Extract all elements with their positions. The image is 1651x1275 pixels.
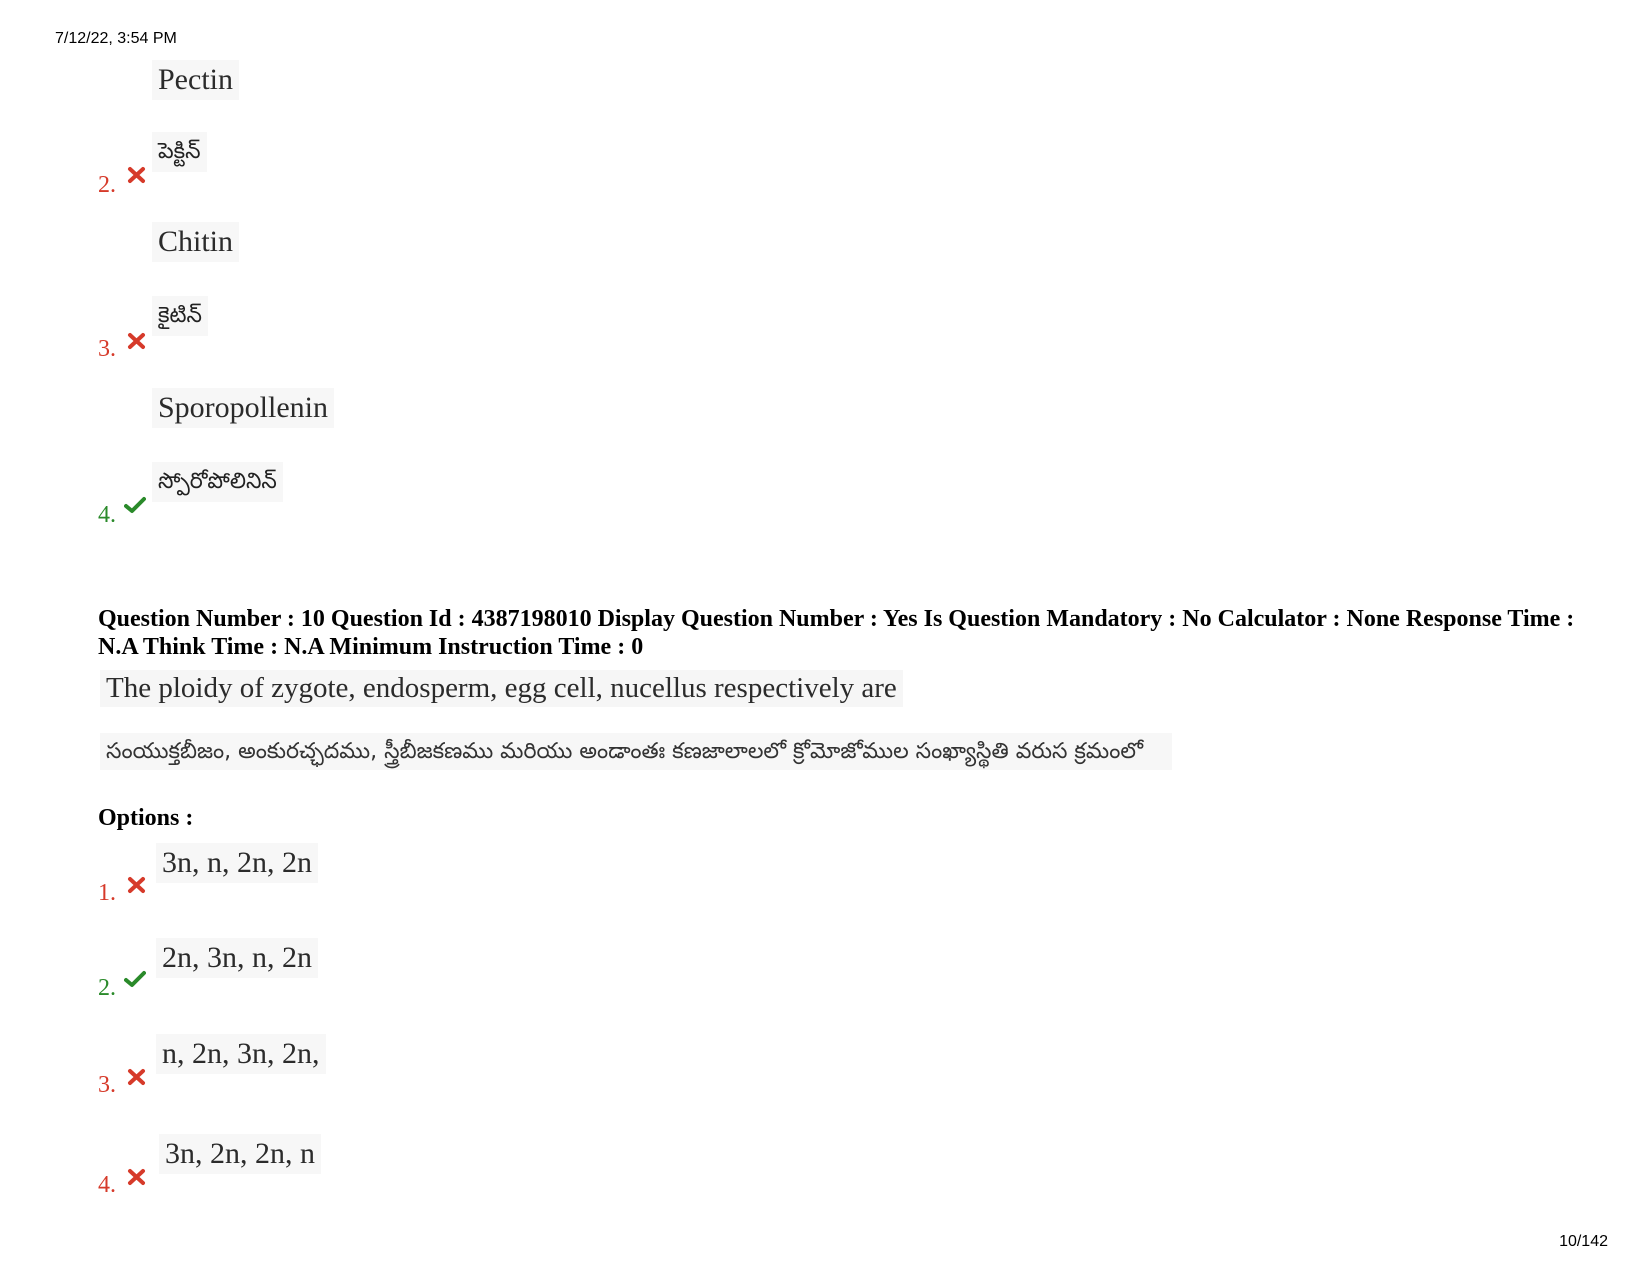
- options-label: Options :: [98, 805, 194, 831]
- option-text: 3n, n, 2n, 2n: [156, 843, 318, 883]
- option-number: 3.: [98, 336, 116, 362]
- cross-icon: [126, 1168, 148, 1186]
- cross-icon: [126, 1068, 148, 1086]
- option-text: n, 2n, 3n, 2n,: [156, 1034, 326, 1074]
- page-number: 10/142: [1559, 1233, 1608, 1250]
- option-number: 4.: [98, 502, 116, 528]
- check-icon: [124, 496, 146, 514]
- cross-icon: [126, 332, 148, 350]
- option-text: 3n, 2n, 2n, n: [159, 1134, 321, 1174]
- check-icon: [124, 970, 146, 988]
- cross-icon: [126, 876, 148, 894]
- option-text: 2n, 3n, n, 2n: [156, 938, 318, 978]
- option-number: 1.: [98, 880, 116, 906]
- option-text-en: Sporopollenin: [152, 388, 334, 428]
- print-timestamp: 7/12/22, 3:54 PM: [55, 30, 177, 47]
- option-number: 2.: [98, 975, 116, 1001]
- option-number: 2.: [98, 172, 116, 198]
- cross-icon: [126, 166, 148, 184]
- option-text-en: Pectin: [152, 60, 239, 100]
- option-text-te: కైటిన్: [152, 296, 208, 336]
- option-number: 4.: [98, 1172, 116, 1198]
- option-number: 3.: [98, 1072, 116, 1098]
- option-text-en: Chitin: [152, 222, 239, 262]
- question-text-en: The ploidy of zygote, endosperm, egg cell, nucellus respectively are: [100, 670, 903, 707]
- question-text-te: సంయుక్తబీజం, అంకురచ్ఛదము, స్త్రీబీజకణము మరియు అండాంతః కణజాలాలలో క్రోమోజోముల సంఖ్యాస్థితి వరుస క్రమంలో: [100, 733, 1172, 770]
- option-text-te: పెక్టిన్: [152, 132, 207, 172]
- option-text-te: స్పోరోపోలినిన్: [152, 462, 283, 502]
- question-meta: Question Number : 10 Question Id : 4387198010 Display Question Number : Yes Is Question Mandatory : No Calculator : None Response Time : N.A Think Time : N.A Minimum Instruction Time : 0: [98, 606, 1575, 660]
